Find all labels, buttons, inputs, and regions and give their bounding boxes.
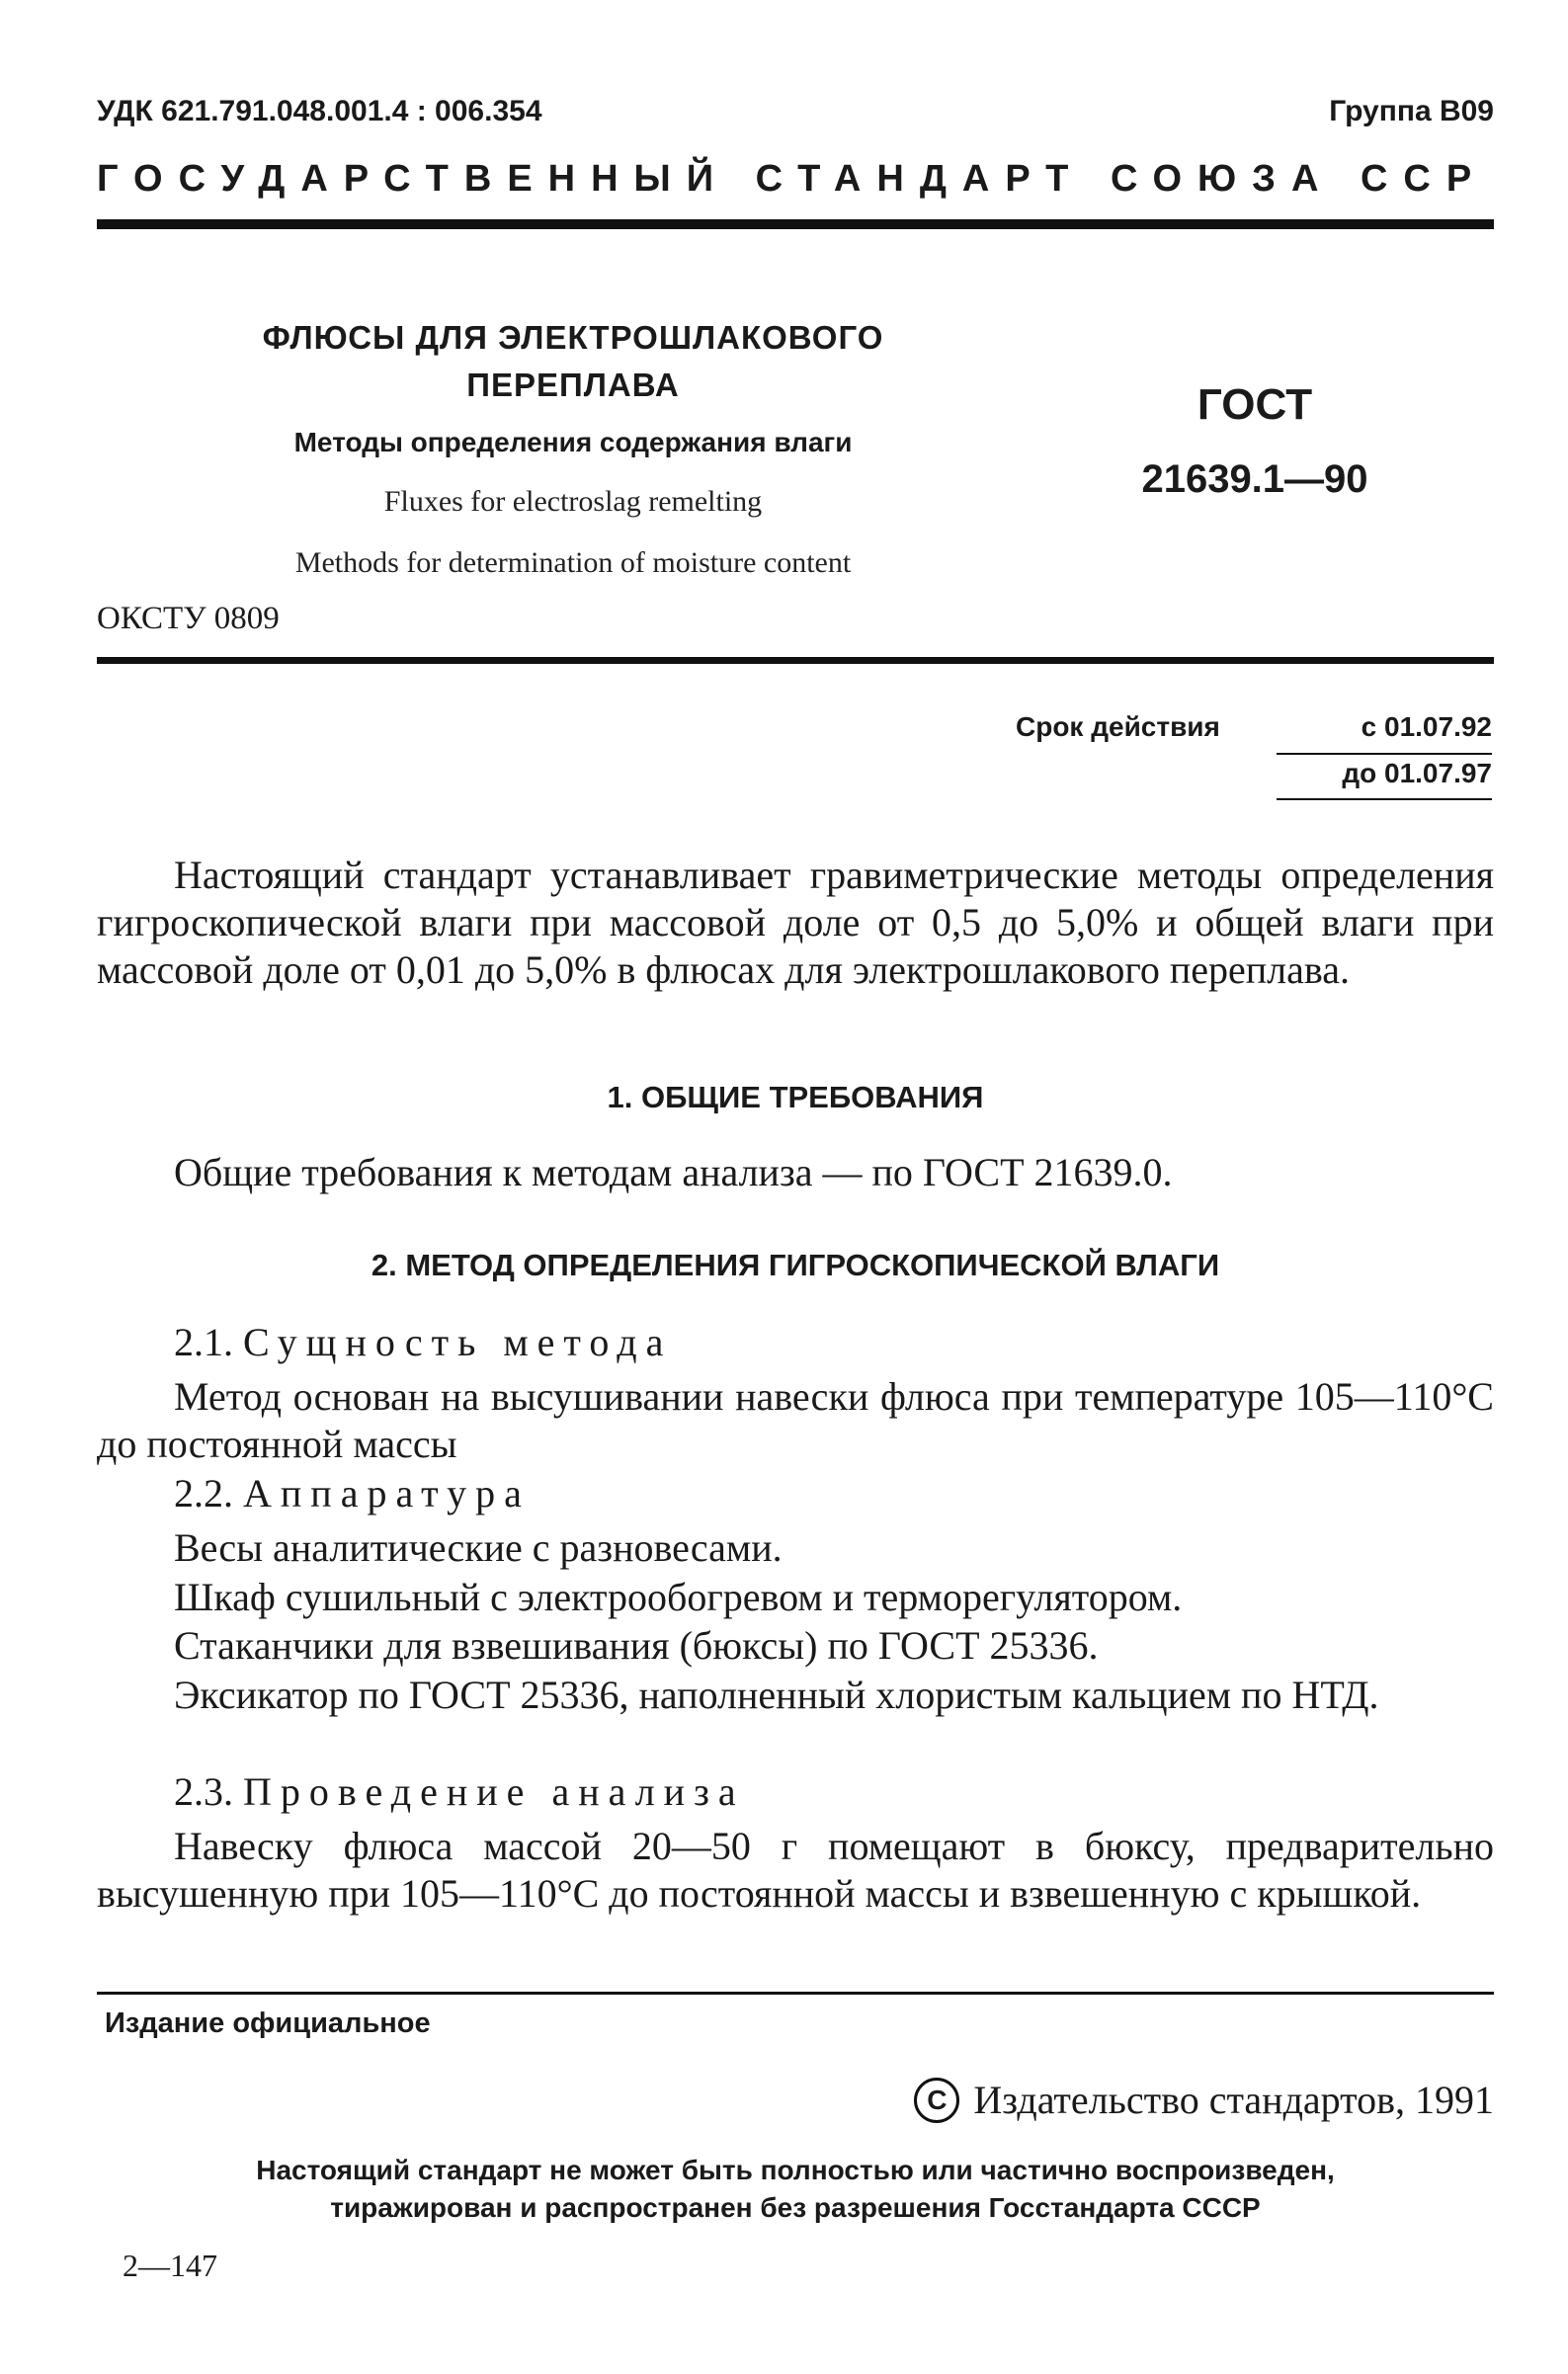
validity-line-2 bbox=[1277, 798, 1492, 800]
subsection-2-1-text: Метод основан на высушивании навески флюса при температуре 105—110°С до постоянной массы bbox=[97, 1374, 1494, 1466]
edition-label: Издание официальное bbox=[105, 2007, 431, 2039]
validity-line-1 bbox=[1277, 753, 1492, 755]
equipment-item: Шкаф сушильный с электрообогревом и терморегулятором. bbox=[174, 1575, 1183, 1619]
subsection-2-3-text: Навеску флюса массой 20—50 г помещают в бюксу, предварительно высушенную при 105—110°С до постоянной массы и взвешенную с крышкой. bbox=[97, 1824, 1494, 1916]
notice-line-1: Настоящий стандарт не может быть полностью или частично воспроизведен, bbox=[256, 2155, 1335, 2185]
okstu-code: ОКСТУ 0809 bbox=[97, 601, 280, 636]
equipment-item: Стаканчики для взвешивания (бюксы) по ГОСТ 25336. bbox=[174, 1623, 1099, 1668]
group-code: Группа В09 bbox=[1329, 95, 1494, 127]
validity-label: Срок действия bbox=[1016, 711, 1220, 742]
subsection-2-2-heading bbox=[174, 1470, 531, 1517]
subsection-2-1-number: 2.1. bbox=[174, 1320, 233, 1364]
subsection-2-1-title: Сущность метода bbox=[243, 1320, 673, 1364]
english-title-line-1: Fluxes for electroslag remelting bbox=[383, 485, 763, 518]
gost-designation bbox=[1107, 380, 1403, 502]
equipment-item: Эксикатор по ГОСТ 25336, наполненный хлористым кальцием по НТД. bbox=[174, 1673, 1379, 1717]
udk-code: УДК 621.791.048.001.4 : 006.354 bbox=[97, 95, 542, 127]
equipment-item: Весы аналитические с разновесами. bbox=[174, 1525, 783, 1570]
validity-from: с 01.07.92 bbox=[1361, 711, 1492, 742]
title-subtitle: Методы определения содержания влаги bbox=[293, 427, 853, 457]
header-divider bbox=[97, 219, 1494, 229]
title-line-2: ПЕРЕПЛАВА bbox=[466, 367, 680, 403]
gost-label: ГОСТ bbox=[1197, 380, 1313, 429]
subsection-2-3-title: Проведение анализа bbox=[243, 1769, 745, 1814]
standard-type-banner: ГОСУДАРСТВЕННЫЙ СТАНДАРТ СОЮЗА ССР bbox=[97, 158, 1488, 200]
subsection-2-3-number: 2.3. bbox=[174, 1769, 233, 1814]
subsection-2-2-title: Аппаратура bbox=[243, 1471, 531, 1515]
publisher-text: Издательство стандартов, 1991 bbox=[973, 2078, 1494, 2122]
page-code: 2—147 bbox=[123, 2248, 217, 2283]
section-2-heading: 2. МЕТОД ОПРЕДЕЛЕНИЯ ГИГРОСКОПИЧЕСКОЙ ВЛАГИ bbox=[371, 1248, 1220, 1282]
document-title-block bbox=[168, 314, 978, 581]
footer-divider bbox=[97, 1992, 1494, 1995]
subsection-2-3-heading bbox=[174, 1768, 745, 1816]
notice-line-2: тиражирован и распространен без разрешения Госстандарта СССР bbox=[330, 2192, 1261, 2223]
english-title-line-2: Methods for determination of moisture content bbox=[294, 546, 852, 579]
intro-paragraph: Настоящий стандарт устанавливает гравиметрические методы определения гигроскопической влаги при массовой доле от 0,5 до 5,0% и общей влаги при массовой доле от 0,01 до 5,0% в флюсах для электрошлакового переплава. bbox=[97, 853, 1494, 992]
title-divider bbox=[97, 657, 1494, 664]
gost-number: 21639.1—90 bbox=[1141, 457, 1368, 501]
section-1-heading: 1. ОБЩИЕ ТРЕБОВАНИЯ bbox=[607, 1080, 984, 1114]
publisher-line bbox=[914, 2077, 1494, 2123]
section-1-text: Общие требования к методам анализа — по ГОСТ 21639.0. bbox=[174, 1150, 1173, 1194]
subsection-2-2-number: 2.2. bbox=[174, 1471, 233, 1515]
reproduction-notice bbox=[97, 2152, 1494, 2227]
copyright-icon: C bbox=[914, 2078, 959, 2123]
title-line-1: ФЛЮСЫ ДЛЯ ЭЛЕКТРОШЛАКОВОГО bbox=[262, 319, 884, 356]
validity-to: до 01.07.97 bbox=[1342, 758, 1492, 788]
subsection-2-1-heading bbox=[174, 1319, 672, 1366]
